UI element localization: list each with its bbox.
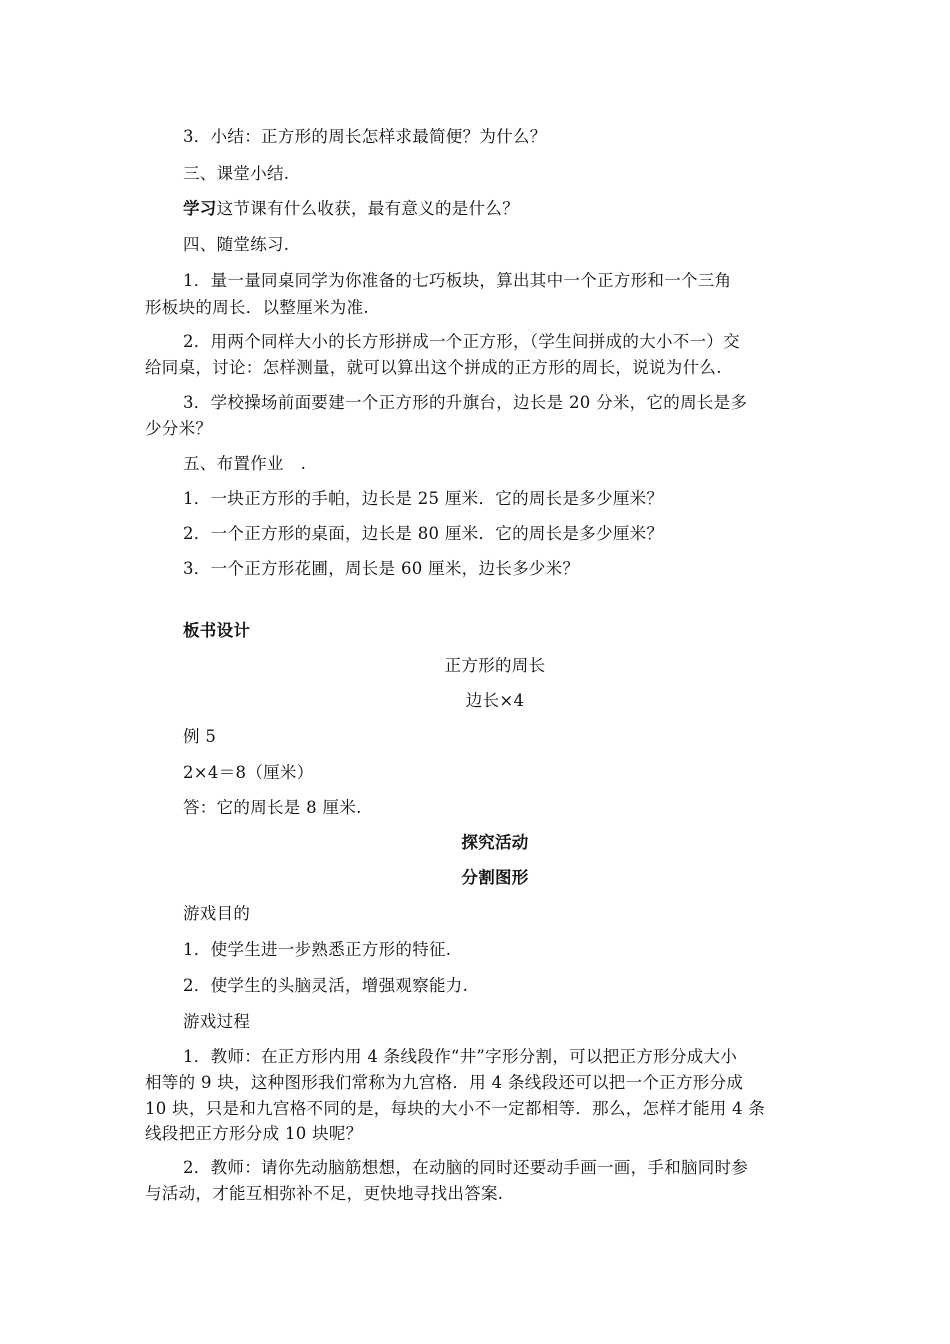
game-step-1-line-3: 10 块，只是和九宫格不同的是，每块的大小不一定都相等．那么，怎样才能用 4 条 — [145, 1099, 766, 1118]
activity-heading: 探究活动 — [461, 833, 529, 852]
board-design-heading: 板书设计 — [183, 621, 251, 640]
game-process-heading: 游戏过程 — [183, 1012, 251, 1031]
learning-question — [183, 198, 813, 220]
game-step-1-line-4: 线段把正方形分成 10 块呢？ — [145, 1124, 363, 1143]
homework-1: 1．一块正方形的手帕，边长是 25 厘米．它的周长是多少厘米？ — [183, 489, 664, 508]
exercise-1-line-2: 形板块的周长．以整厘米为准. — [145, 298, 369, 317]
learning-label: 学习 — [183, 199, 217, 218]
example-label: 例 5 — [183, 727, 217, 746]
game-purpose-2: 2．使学生的头脑灵活，增强观察能力. — [183, 976, 469, 995]
exercise-1-line-1: 1．量一量同桌同学为你准备的七巧板块，算出其中一个正方形和一个三角 — [183, 271, 732, 290]
activity-title: 分割图形 — [461, 868, 529, 887]
game-purpose-1: 1．使学生进一步熟悉正方形的特征. — [183, 940, 452, 959]
game-step-1-line-1: 1．教师：在正方形内用 4 条线段作“井”字形分割，可以把正方形分成大小 — [183, 1047, 738, 1066]
section-3-heading: 三、课堂小结. — [183, 164, 290, 183]
board-formula: 边长×4 — [465, 691, 525, 710]
learning-text: 这节课有什么收获，最有意义的是什么？ — [216, 199, 520, 218]
board-title: 正方形的周长 — [444, 656, 546, 675]
homework-2: 2．一个正方形的桌面，边长是 80 厘米．它的周长是多少厘米？ — [183, 524, 664, 543]
exercise-2-line-2: 给同桌，讨论：怎样测量，就可以算出这个拼成的正方形的周长，说说为什么. — [145, 358, 722, 377]
section-4-heading: 四、随堂练习. — [183, 235, 290, 254]
game-purpose-heading: 游戏目的 — [183, 904, 251, 923]
summary-question: 3．小结：正方形的周长怎样求最简便？为什么？ — [183, 127, 547, 146]
game-step-2-line-2: 与活动，才能互相弥补不足，更快地寻找出答案. — [145, 1184, 504, 1203]
game-step-2-line-1: 2．教师：请你先动脑筋想想，在动脑的同时还要动手画一画，手和脑同时参 — [183, 1158, 749, 1177]
section-5-heading: 五、布置作业 . — [183, 454, 307, 473]
exercise-3-line-1: 3．学校操场前面要建一个正方形的升旗台，边长是 20 分米，它的周长是多 — [183, 393, 748, 412]
homework-3: 3．一个正方形花圃，周长是 60 厘米，边长多少米？ — [183, 559, 580, 578]
exercise-2-line-1: 2．用两个同样大小的长方形拼成一个正方形，（学生间拼成的大小不一）交 — [183, 332, 740, 351]
example-calculation: 2×4＝8（厘米） — [183, 763, 314, 782]
game-step-1-line-2: 相等的 9 块，这种图形我们常称为九宫格．用 4 条线段还可以把一个正方形分成 — [145, 1073, 744, 1092]
exercise-3-line-2: 少分米？ — [145, 419, 213, 438]
example-answer: 答：它的周长是 8 厘米. — [183, 798, 362, 817]
